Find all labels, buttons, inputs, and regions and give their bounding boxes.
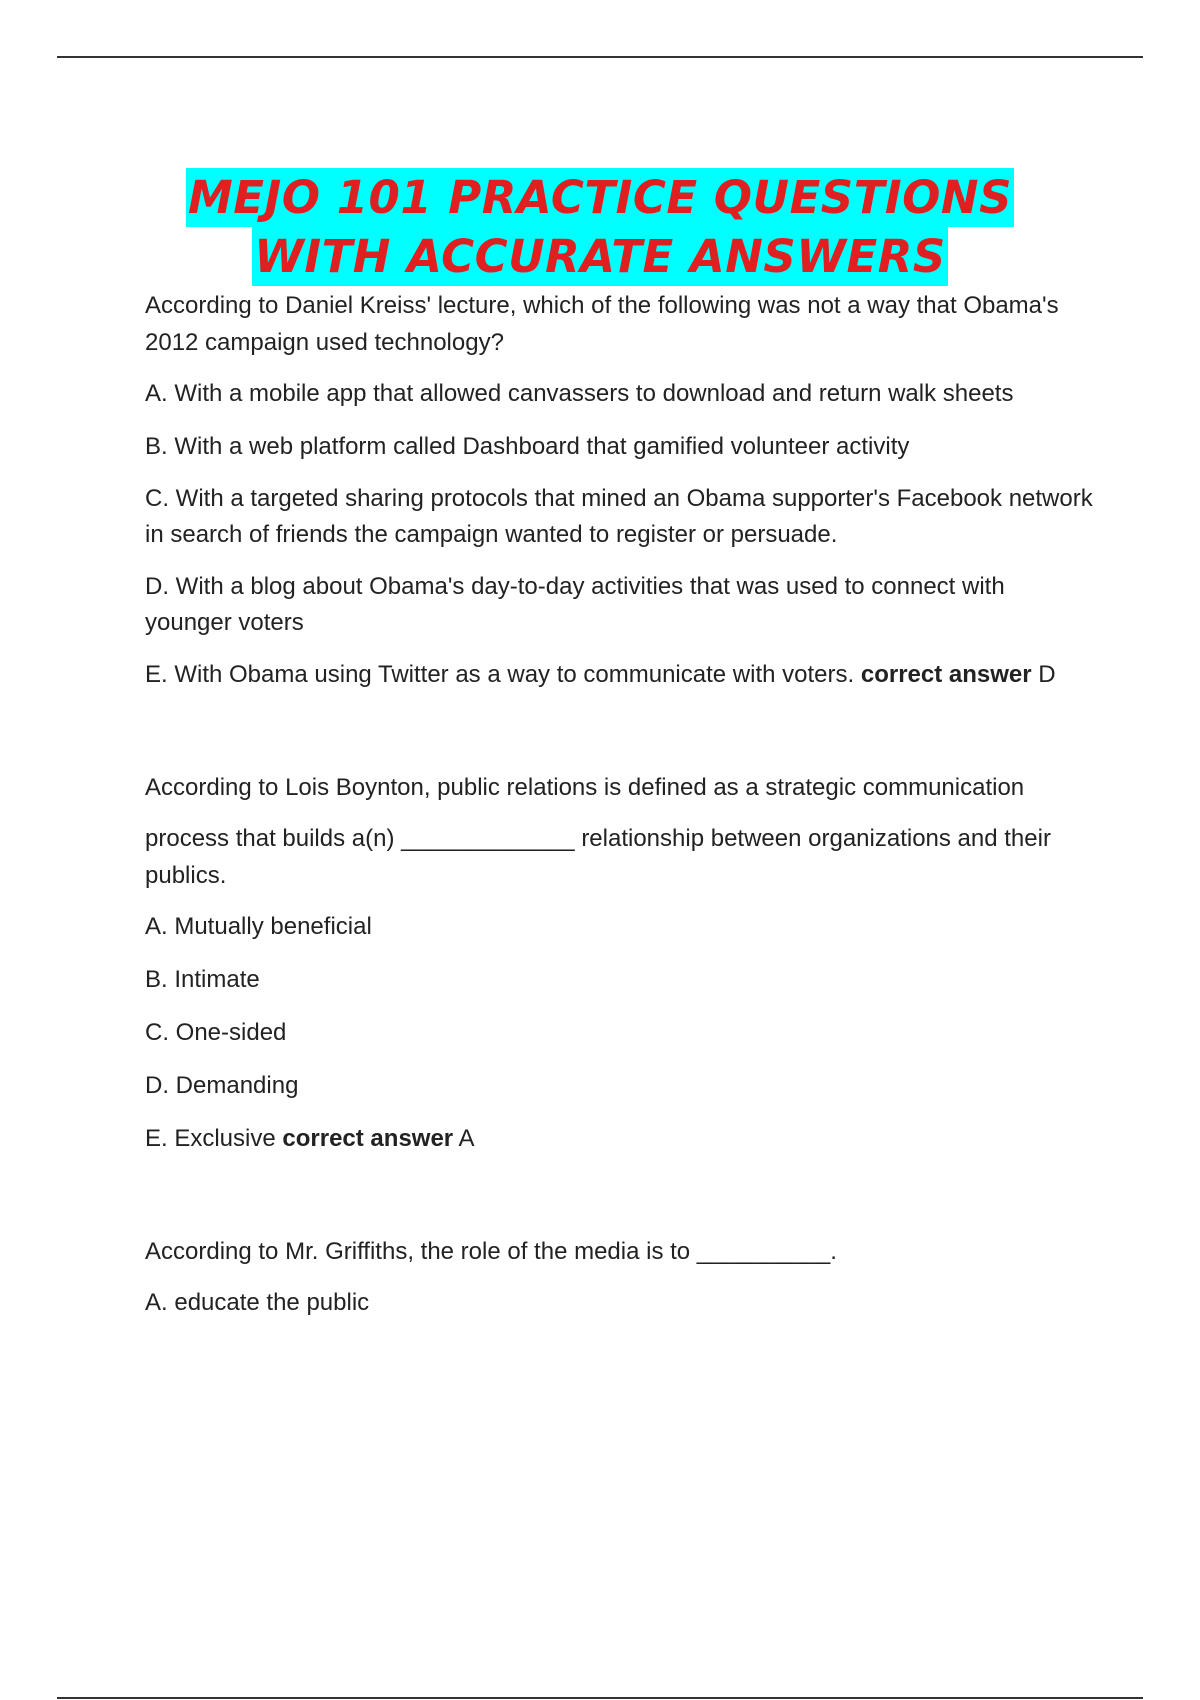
spacer [145, 1173, 1095, 1233]
question-1-prompt: According to Daniel Kreiss' lecture, which of the following was not a way that Obama's 2012 campaign used technology? [145, 292, 1059, 356]
question-2-option-a: A. Mutually beneficial [145, 913, 372, 940]
question-2-answer-value: A [458, 1125, 475, 1152]
question-1-option-b: B. With a web platform called Dashboard that gamified volunteer activity [145, 433, 910, 460]
question-3-option-a: A. educate the public [145, 1289, 370, 1316]
question-2-prompt-line-2: process that builds a(n) _____________ relationship between organizations and their publics. [145, 825, 1051, 889]
question-1-option-c: C. With a targeted sharing protocols that mined an Obama supporter's Facebook network in search of friends the campaign wanted to register or persuade. [145, 485, 1093, 548]
question-2-option-d: D. Demanding [145, 1072, 299, 1099]
spacer [145, 709, 1095, 769]
question-1-option-e [145, 657, 1095, 693]
question-1-answer-value: D [1038, 661, 1056, 688]
question-3-prompt: According to Mr. Griffiths, the role of the media is to __________. [145, 1238, 837, 1265]
question-2-option-e [145, 1120, 1095, 1157]
question-2-answer-label: correct answer [282, 1125, 454, 1152]
document-body [145, 287, 1095, 1337]
title-line-2: WITH ACCURATE ANSWERS [252, 227, 948, 286]
question-2-option-b: B. Intimate [145, 966, 260, 993]
question-2-option-c: C. One-sided [145, 1019, 287, 1046]
title-line-1: MEJO 101 PRACTICE QUESTIONS [186, 168, 1014, 227]
question-1-option-a: A. With a mobile app that allowed canvassers to download and return walk sheets [145, 380, 1014, 407]
question-2-option-e-text: E. Exclusive [145, 1125, 276, 1152]
footer-rule [57, 1697, 1143, 1699]
header-rule [57, 56, 1143, 58]
document-title [0, 168, 1200, 286]
question-2-prompt-line-1: According to Lois Boynton, public relations is defined as a strategic communication [145, 774, 1025, 801]
question-1-option-e-text: E. With Obama using Twitter as a way to communicate with voters. [145, 661, 855, 688]
question-1-answer-label: correct answer [860, 661, 1032, 688]
question-1-option-d: D. With a blog about Obama's day-to-day activities that was used to connect with younger voters [145, 573, 1005, 636]
